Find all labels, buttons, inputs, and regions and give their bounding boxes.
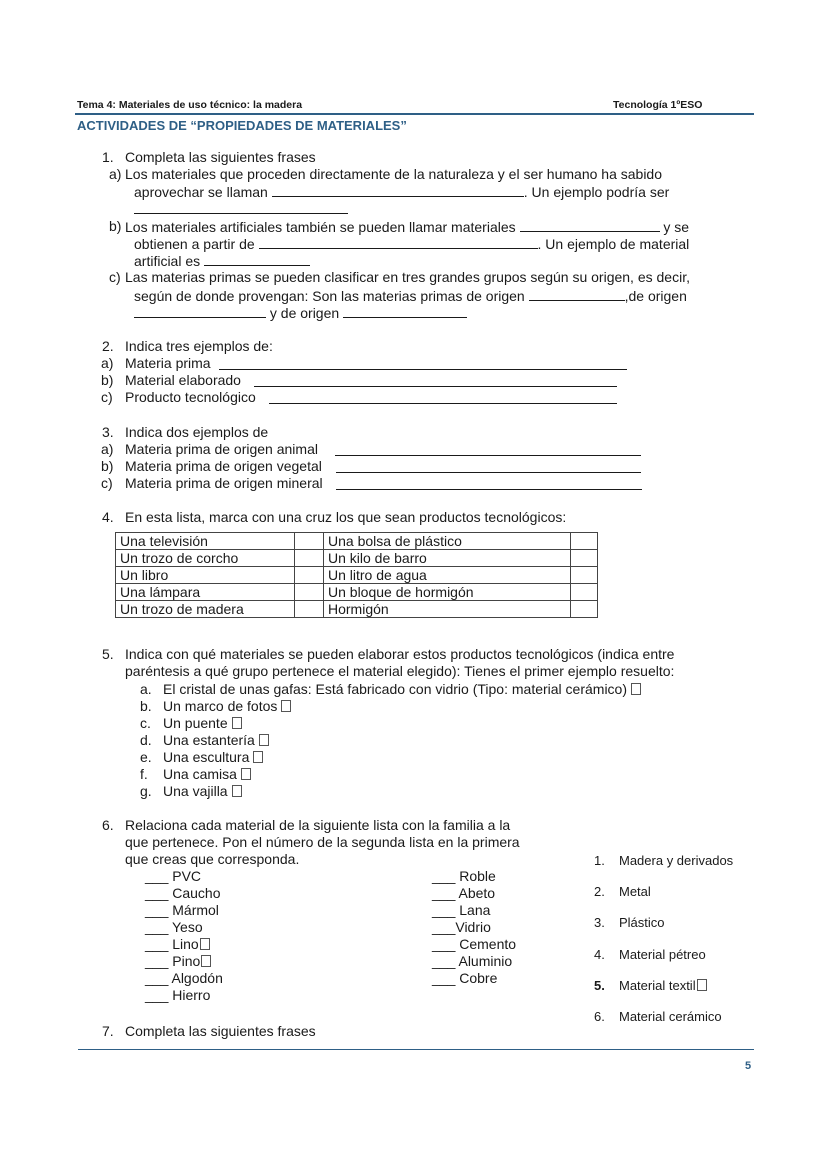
q1-b-text-4: . Un ejemplo de material (537, 236, 690, 252)
table-cell: Un bloque de hormigón (324, 584, 571, 601)
q1-c-line3 (134, 304, 467, 321)
q3-a-text: Materia prima de origen animal (125, 441, 318, 457)
q5-a-text: El cristal de unas gafas: Está fabricado con vidrio (Tipo: material cerámico) (163, 681, 628, 697)
checkbox-cell[interactable] (571, 533, 598, 550)
family-name: Metal (619, 884, 651, 899)
q5-d-label: d. (140, 732, 152, 748)
q5-b-label: b. (140, 698, 152, 714)
checkbox-cell[interactable] (571, 567, 598, 584)
material-item-marmol: ___ Mármol (145, 902, 219, 918)
q3-c-blank[interactable] (336, 476, 642, 490)
q2-c-text: Producto tecnológico (125, 389, 256, 405)
q1-b-text-3: obtienen a partir de (134, 236, 255, 252)
q5-c-item (163, 715, 242, 731)
checkbox-cell[interactable] (571, 601, 598, 618)
q2-a-text: Materia prima (125, 355, 211, 371)
q3-number: 3. (102, 424, 114, 440)
table-cell: Un litro de agua (324, 567, 571, 584)
material-item-aluminio: ___ Aluminio (432, 953, 513, 969)
q5-f-label: f. (140, 766, 148, 782)
q5-line2: paréntesis a qué grupo pertenece el material elegido): Tienes el primer ejemplo resuelto: (125, 663, 675, 679)
q1-a-text: aprovechar se llaman (134, 184, 268, 200)
q1-b-text-2: y se (663, 219, 690, 235)
missing-glyph-icon (259, 734, 269, 746)
q2-b-label: b) (101, 372, 114, 388)
missing-glyph-icon (253, 751, 263, 763)
q2-c-blank[interactable] (269, 390, 617, 404)
q1-c-label: c) (109, 269, 121, 285)
q1-b-blank-3[interactable] (204, 252, 310, 266)
checkbox-cell[interactable] (295, 533, 324, 550)
q1-number: 1. (102, 149, 114, 165)
table-cell: Un trozo de madera (116, 601, 295, 618)
q1-a-text-2: . Un ejemplo podría ser (523, 184, 670, 200)
header-left: Tema 4: Materiales de uso técnico: la madera (77, 99, 303, 111)
family-number: 2. (594, 884, 605, 899)
q3-b-blank[interactable] (336, 459, 641, 473)
q3-a-blank[interactable] (335, 442, 641, 456)
missing-glyph-icon (201, 955, 211, 967)
family-number: 6. (594, 1009, 605, 1024)
q1-c-text: según de donde provengan: Son las materias primas de origen (134, 288, 525, 304)
missing-glyph-icon (631, 683, 641, 695)
q1-c-line2 (134, 287, 687, 304)
table-row (116, 584, 598, 601)
q1-a-label: a) (109, 166, 122, 182)
q5-e-text: Una escultura (163, 749, 250, 765)
q5-b-text: Un marco de fotos (163, 698, 278, 714)
q5-e-label: e. (140, 749, 152, 765)
q5-f-item (163, 766, 251, 782)
material-item-roble: ___ Roble (432, 868, 496, 884)
q1-b-blank-2[interactable] (259, 235, 538, 249)
table-cell: Hormigón (324, 601, 571, 618)
q1-c-text-3: y de origen (269, 305, 340, 321)
table-cell: Una televisión (116, 533, 295, 550)
family-number: 3. (594, 915, 605, 930)
q5-line1: Indica con qué materiales se pueden elaborar estos productos tecnológicos (indica entre (125, 646, 675, 662)
checkbox-cell[interactable] (295, 584, 324, 601)
q1-c-blank-3[interactable] (343, 304, 467, 318)
table-row (116, 533, 598, 550)
missing-glyph-icon (697, 979, 707, 991)
q7-number: 7. (102, 1023, 114, 1039)
q2-a-blank[interactable] (219, 356, 627, 370)
table-row (116, 550, 598, 567)
q7-title: Completa las siguientes frases (125, 1023, 316, 1039)
q6-line1: Relaciona cada material de la siguiente lista con la familia a la (125, 817, 511, 833)
family-number: 5. (594, 978, 605, 993)
table-cell: Una bolsa de plástico (324, 533, 571, 550)
q2-number: 2. (102, 338, 114, 354)
q5-e-item (163, 749, 263, 765)
missing-glyph-icon (232, 717, 242, 729)
q1-a-blank-2[interactable] (134, 200, 348, 214)
q2-b-blank[interactable] (254, 373, 617, 387)
table-cell: Un libro (116, 567, 295, 584)
q5-b-item (163, 698, 291, 714)
q5-a-label: a. (140, 681, 152, 697)
material-item-lino (145, 936, 210, 952)
table-cell: Una lámpara (116, 584, 295, 601)
q1-b-text: Los materiales artificiales también se pueden llamar materiales (125, 219, 516, 235)
missing-glyph-icon (232, 785, 242, 797)
q4-title: En esta lista, marca con una cruz los que sean productos tecnológicos: (125, 509, 567, 525)
q5-d-item (163, 732, 269, 748)
q1-b-text-5: artificial es (134, 253, 201, 269)
checkbox-cell[interactable] (295, 567, 324, 584)
material-item-cemento: ___ Cemento (432, 936, 517, 952)
q1-b-line3 (134, 252, 310, 269)
q1-c-line1: Las materias primas se pueden clasificar en tres grandes grupos según su origen, es decir, (125, 269, 690, 285)
page-number: 5 (745, 1060, 752, 1072)
q1-a-line1: Los materiales que proceden directamente de la naturaleza y el ser humano ha sabido (125, 166, 662, 182)
q5-f-text: Una camisa (163, 766, 237, 782)
family-number: 1. (594, 853, 605, 868)
q5-c-label: c. (140, 715, 151, 731)
q5-g-item (163, 783, 242, 799)
q1-b-line2 (134, 235, 689, 252)
q3-c-text: Materia prima de origen mineral (125, 475, 323, 491)
q5-d-text: Una estantería (163, 732, 255, 748)
missing-glyph-icon (200, 938, 210, 950)
checkbox-cell[interactable] (571, 584, 598, 601)
products-table (115, 532, 598, 618)
missing-glyph-icon (281, 700, 291, 712)
checkbox-cell[interactable] (571, 550, 598, 567)
family-name: Material textil (619, 978, 696, 993)
q3-a-label: a) (101, 441, 114, 457)
q4-number: 4. (102, 509, 114, 525)
q2-c-label: c) (101, 389, 113, 405)
material-item-abeto: ___ Abeto (432, 885, 496, 901)
q2-title: Indica tres ejemplos de: (125, 338, 273, 354)
material-label: ___ Pino (145, 953, 201, 969)
q1-a-blank-1[interactable] (272, 183, 524, 197)
family-number: 4. (594, 947, 605, 962)
q1-b-label: b) (109, 218, 122, 234)
q6-line2: que pertenece. Pon el número de la segunda lista en la primera (125, 834, 520, 850)
table-row (116, 567, 598, 584)
q2-b-text: Material elaborado (125, 372, 241, 388)
family-name: Plástico (619, 915, 665, 930)
q3-b-text: Materia prima de origen vegetal (125, 458, 322, 474)
q3-c-label: c) (101, 475, 113, 491)
material-item-caucho: ___ Caucho (145, 885, 221, 901)
q1-a-line2 (134, 183, 669, 200)
footer-rule (78, 1049, 754, 1050)
checkbox-cell[interactable] (295, 550, 324, 567)
q1-c-blank-2[interactable] (134, 304, 266, 318)
q5-a-item (163, 681, 641, 697)
q5-g-text: Una vajilla (163, 783, 228, 799)
material-item-lana: ___ Lana (432, 902, 491, 918)
q3-b-label: b) (101, 458, 114, 474)
q5-g-label: g. (140, 783, 152, 799)
material-item-pvc: ___ PVC (145, 868, 202, 884)
material-item-hierro: ___ Hierro (145, 987, 211, 1003)
q6-line3: que creas que corresponda. (125, 851, 300, 867)
q1-c-blank-1[interactable] (529, 287, 625, 301)
q6-number: 6. (102, 817, 114, 833)
family-item-textil (619, 978, 707, 993)
table-cell: Un trozo de corcho (116, 550, 295, 567)
q1-b-line1 (125, 218, 689, 235)
table-cell: Un kilo de barro (324, 550, 571, 567)
material-item-cobre: ___ Cobre (432, 970, 498, 986)
section-title: ACTIVIDADES DE “PROPIEDADES DE MATERIALES” (77, 118, 407, 133)
material-item-pino (145, 953, 211, 969)
material-label: ___ Lino (145, 936, 199, 952)
q2-a-label: a) (101, 355, 114, 371)
family-name: Madera y derivados (619, 853, 734, 868)
family-name: Material cerámico (619, 1009, 722, 1024)
q1-b-blank-1[interactable] (520, 218, 660, 232)
family-name: Material pétreo (619, 947, 706, 962)
q5-c-text: Un puente (163, 715, 228, 731)
header-rule (75, 113, 754, 115)
q5-number: 5. (102, 646, 114, 662)
table-row (116, 601, 598, 618)
header-right: Tecnología 1ºESO (613, 99, 703, 111)
q3-title: Indica dos ejemplos de (125, 424, 269, 440)
material-item-yeso: ___ Yeso (145, 919, 203, 935)
q1-title: Completa las siguientes frases (125, 149, 316, 165)
checkbox-cell[interactable] (295, 601, 324, 618)
material-item-algodon: ___ Algodón (145, 970, 223, 986)
q1-c-text-2: ,de origen (624, 288, 687, 304)
material-item-vidrio: ___Vidrio (432, 919, 491, 935)
missing-glyph-icon (241, 768, 251, 780)
